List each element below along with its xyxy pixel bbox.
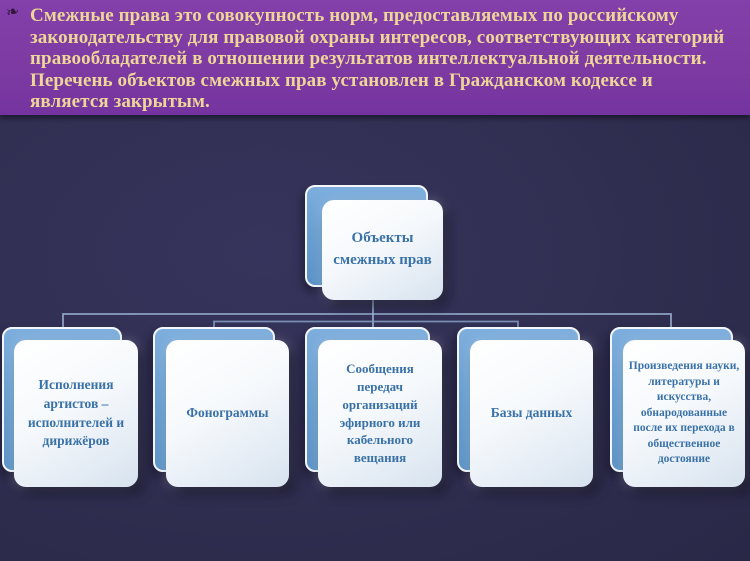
- org-node-databases-label: Базы данных: [490, 405, 573, 421]
- org-node-databases-card: [470, 340, 593, 487]
- org-node-performances-label: Исполнения артистов – исполнителей и дирижёров: [27, 376, 125, 449]
- org-node-phonograms-card: [166, 340, 289, 487]
- org-node-performances-card: [14, 340, 138, 487]
- org-node-broadcasts-label: Сообщения передач организаций эфирного или кабельного вещания: [339, 360, 421, 466]
- floral-bullet-icon: ❧: [4, 0, 22, 23]
- org-node-public-domain-works-label: Произведения науки, литературы и искусства, обнародованные после их перехода в общественное достояние: [628, 360, 740, 466]
- org-node-phonograms-label: Фонограммы: [186, 405, 269, 421]
- header-paragraph: Смежные права это совокупность норм, предоставляемых по российскому законодательству для правовой охраны интересов, соответствующих категорий правообладателей в отношении результатов интеллектуальной деятельности. Перечень объектов смежных прав установлен в Гражданском кодексе и является закрытым.: [30, 5, 725, 112]
- org-node-root-card: [322, 200, 443, 300]
- org-node-root-label: Объекты смежных прав: [333, 230, 432, 268]
- org-node-broadcasts-card: [318, 340, 442, 487]
- org-node-public-domain-works-card: [623, 340, 745, 487]
